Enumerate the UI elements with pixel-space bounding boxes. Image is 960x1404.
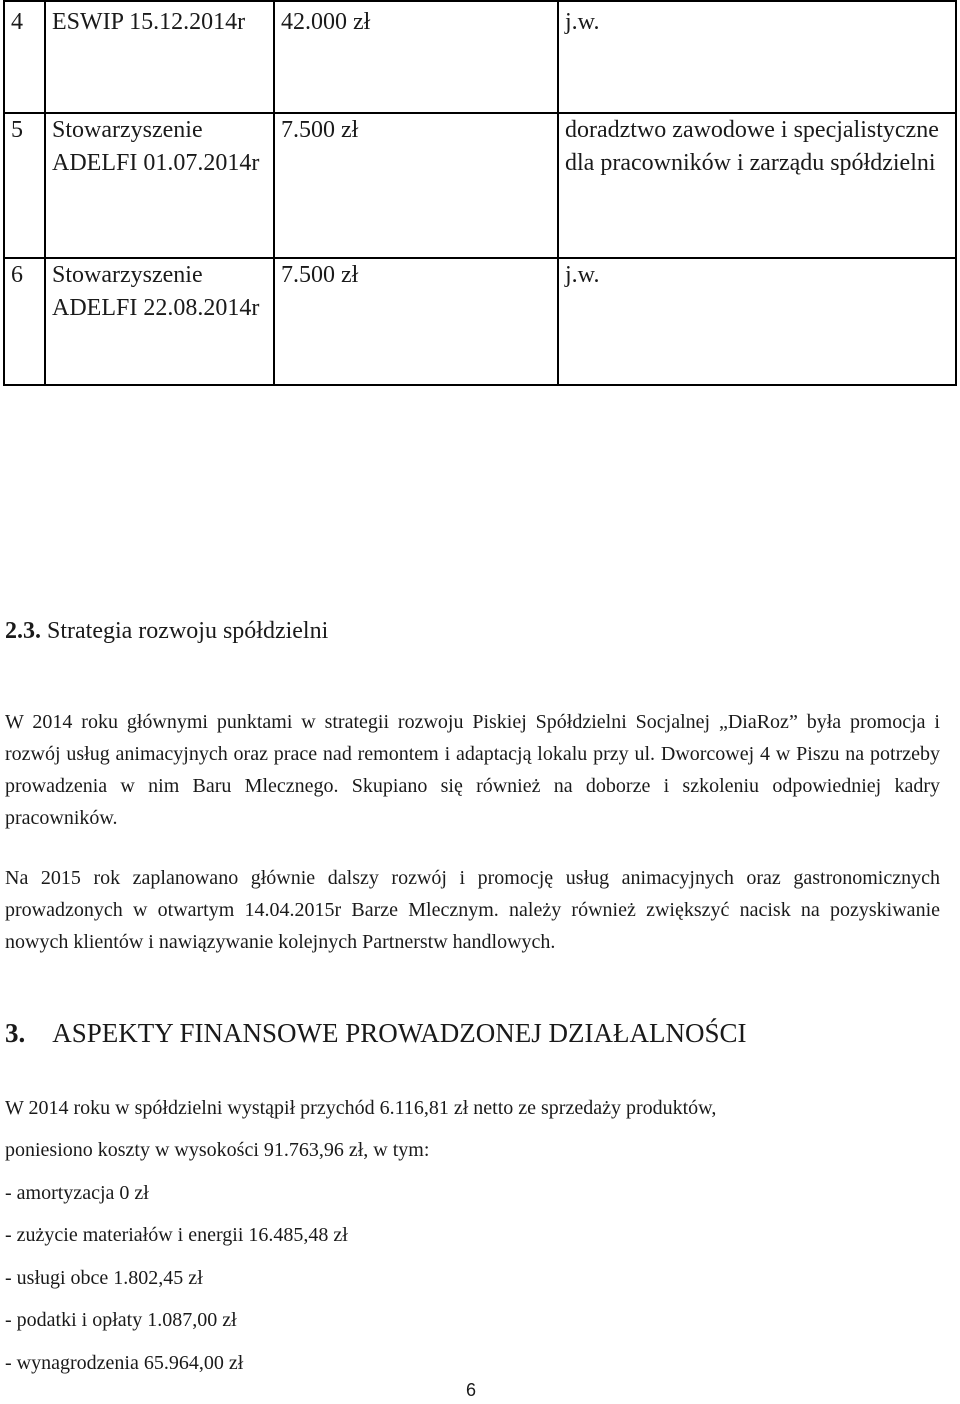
finance-line: - wynagrodzenia 65.964,00 zł <box>5 1352 244 1374</box>
finance-line: W 2014 roku w spółdzielni wystąpił przychód 6.116,81 zł netto ze sprzedaży produktów, <box>5 1097 717 1119</box>
row-number: 5 <box>4 113 45 258</box>
strategy-heading <box>5 618 328 645</box>
finance-line: - amortyzacja 0 zł <box>5 1182 149 1204</box>
strategy-paragraph-2: Na 2015 rok zaplanowano głównie dalszy rozwój i promocję usług animacyjnych oraz gastronomicznych prowadzonych w otwartym 14.04.2015r Barze Mlecznym. należy również zwiększyć nacisk na pozyskiwanie nowych klientów i nawiązywanie kolejnych Partnerstw handlowych. <box>5 867 940 953</box>
finance-section-number: 3. <box>5 1018 26 1048</box>
purpose-cell: j.w. <box>558 258 956 385</box>
strategy-section-title: Strategia rozwoju spółdzielni <box>47 618 329 644</box>
amount-cell: 7.500 zł <box>274 258 558 385</box>
amount-cell: 7.500 zł <box>274 113 558 258</box>
purpose-cell: doradztwo zawodowe i specjalistyczne dla pracowników i zarządu spółdzielni <box>558 113 956 258</box>
table-row <box>4 113 956 258</box>
finance-line: poniesiono koszty w wysokości 91.763,96 zł, w tym: <box>5 1139 430 1161</box>
row-number: 6 <box>4 258 45 385</box>
finance-section-title: ASPEKTY FINANSOWE PROWADZONEJ DZIAŁALNOŚCI <box>52 1018 747 1048</box>
strategy-section-number: 2.3. <box>5 618 41 644</box>
amount-cell: 42.000 zł <box>274 1 558 113</box>
row-number: 4 <box>4 1 45 113</box>
finance-line: - podatki i opłaty 1.087,00 zł <box>5 1309 237 1331</box>
finance-line: - zużycie materiałów i energii 16.485,48 zł <box>5 1224 348 1246</box>
organization-cell: Stowarzyszenie ADELFI 01.07.2014r <box>45 113 274 258</box>
organization-cell: ESWIP 15.12.2014r <box>45 1 274 113</box>
table-row <box>4 258 956 385</box>
organization-cell: Stowarzyszenie ADELFI 22.08.2014r <box>45 258 274 385</box>
finance-line: - usługi obce 1.802,45 zł <box>5 1267 203 1289</box>
table-row <box>4 1 956 113</box>
grants-table <box>3 0 957 386</box>
purpose-cell: j.w. <box>558 1 956 113</box>
finance-heading <box>5 1018 747 1049</box>
page-number: 6 <box>466 1380 477 1400</box>
strategy-paragraph-1: W 2014 roku głównymi punktami w strategii rozwoju Piskiej Spółdzielni Socjalnej „DiaRoz” była promocja i rozwój usług animacyjnych oraz prace nad remontem i adaptacją lokalu przy ul. Dworcowej 4 w Piszu na potrzeby prowadzenia w nim Baru Mlecznego. Skupiano się również na doborze i szkoleniu odpowiedniej kadry pracowników. <box>5 711 940 829</box>
